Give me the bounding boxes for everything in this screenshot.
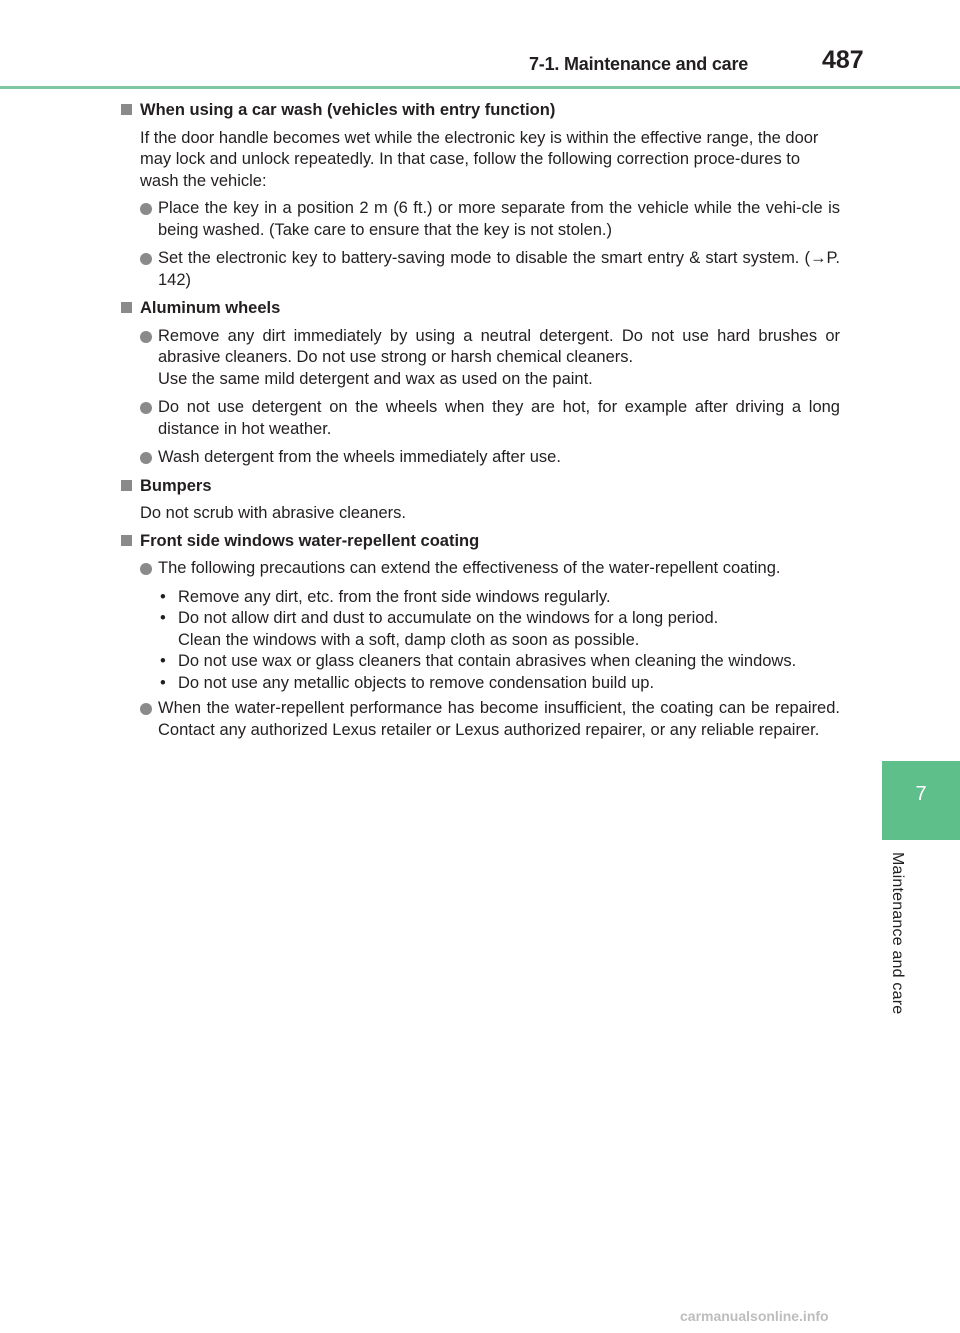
- chapter-side-label: Maintenance and care: [889, 852, 906, 1015]
- bullet-item: [140, 558, 840, 580]
- section-paragraph: If the door handle becomes wet while the electronic key is within the effective range, the door may lock and unlock repeatedly. In that case, follow the following correction proce-dures to wash the vehicle:: [140, 128, 819, 190]
- bullet-text-line: Use the same mild detergent and wax as used on the paint.: [158, 369, 593, 388]
- header-divider: [0, 86, 960, 89]
- section-heading: [121, 476, 840, 498]
- sub-list-item: [158, 587, 840, 609]
- section-paragraph: Do not scrub with abrasive cleaners.: [140, 504, 406, 522]
- bullet-item: [140, 447, 840, 469]
- sub-list-text: Remove any dirt, etc. from the front side windows regularly.: [178, 587, 611, 606]
- sub-list: [158, 587, 840, 695]
- bullet-text: Place the key in a position 2 m (6 ft.) or more separate from the vehicle while the vehi-cle is being washed. (Take care to ensure that the key is not stolen.): [158, 199, 840, 239]
- circle-bullet-icon: [140, 331, 152, 343]
- section-title: Aluminum wheels: [140, 299, 281, 317]
- bullet-item: [140, 248, 840, 291]
- dot-bullet-icon: •: [160, 652, 166, 670]
- circle-bullet-icon: [140, 402, 152, 414]
- circle-bullet-icon: [140, 452, 152, 464]
- sub-list-text-line: Do not allow dirt and dust to accumulate on the windows for a long period.: [178, 609, 719, 627]
- sub-list-text-line: Clean the windows with a soft, damp cloth as soon as possible.: [178, 630, 640, 649]
- bullet-item: [140, 326, 840, 391]
- square-bullet-icon: [121, 302, 132, 313]
- bullet-item: [140, 698, 840, 741]
- bullet-text: The following precautions can extend the effectiveness of the water-repellent coating.: [158, 559, 781, 577]
- page-content: [121, 100, 840, 748]
- bullet-text: When the water-repellent performance has become insufficient, the coating can be repaired. Contact any authorized Lexus retailer or Lexus authorized repairer, or any reliable repairer.: [158, 699, 840, 739]
- bullet-text: [158, 326, 840, 391]
- bullet-text-line: Remove any dirt immediately by using a neutral detergent. Do not use hard brushes or abrasive cleaners. Do not use strong or harsh chemical cleaners.: [158, 326, 840, 366]
- sub-list-text: Do not use any metallic objects to remove condensation build up.: [178, 673, 655, 692]
- circle-bullet-icon: [140, 563, 152, 575]
- bullet-text: Set the electronic key to battery-saving mode to disable the smart entry & start system. (→P. 142): [158, 249, 840, 289]
- bullet-text: Wash detergent from the wheels immediately after use.: [158, 448, 561, 466]
- circle-bullet-icon: [140, 703, 152, 715]
- dot-bullet-icon: •: [160, 587, 166, 606]
- section-heading: [121, 531, 840, 553]
- square-bullet-icon: [121, 535, 132, 546]
- sub-list-item: [158, 608, 840, 651]
- circle-bullet-icon: [140, 253, 152, 265]
- section-title: Front side windows water-repellent coating: [140, 531, 480, 550]
- dot-bullet-icon: •: [160, 673, 166, 692]
- sub-list-item: [158, 673, 840, 695]
- bullet-item: [140, 198, 840, 241]
- section-heading: [121, 100, 840, 122]
- bullet-item: [140, 397, 840, 440]
- chapter-tab: 7: [882, 761, 960, 840]
- watermark: carmanualsonline.info: [680, 1308, 829, 1324]
- dot-bullet-icon: •: [160, 609, 166, 627]
- bullet-text: Do not use detergent on the wheels when they are hot, for example after driving a long distance in hot weather.: [158, 398, 840, 438]
- sub-list-item: [158, 651, 840, 673]
- section-heading: [121, 298, 840, 320]
- circle-bullet-icon: [140, 203, 152, 215]
- section-title: When using a car wash (vehicles with entry function): [140, 101, 556, 119]
- page-number: 487: [822, 46, 864, 74]
- sub-list-text: Do not use wax or glass cleaners that contain abrasives when cleaning the windows.: [178, 652, 797, 670]
- section-header: 7-1. Maintenance and care: [529, 54, 749, 74]
- section-title: Bumpers: [140, 476, 212, 495]
- square-bullet-icon: [121, 104, 132, 115]
- square-bullet-icon: [121, 480, 132, 491]
- sub-list-text: [178, 608, 840, 651]
